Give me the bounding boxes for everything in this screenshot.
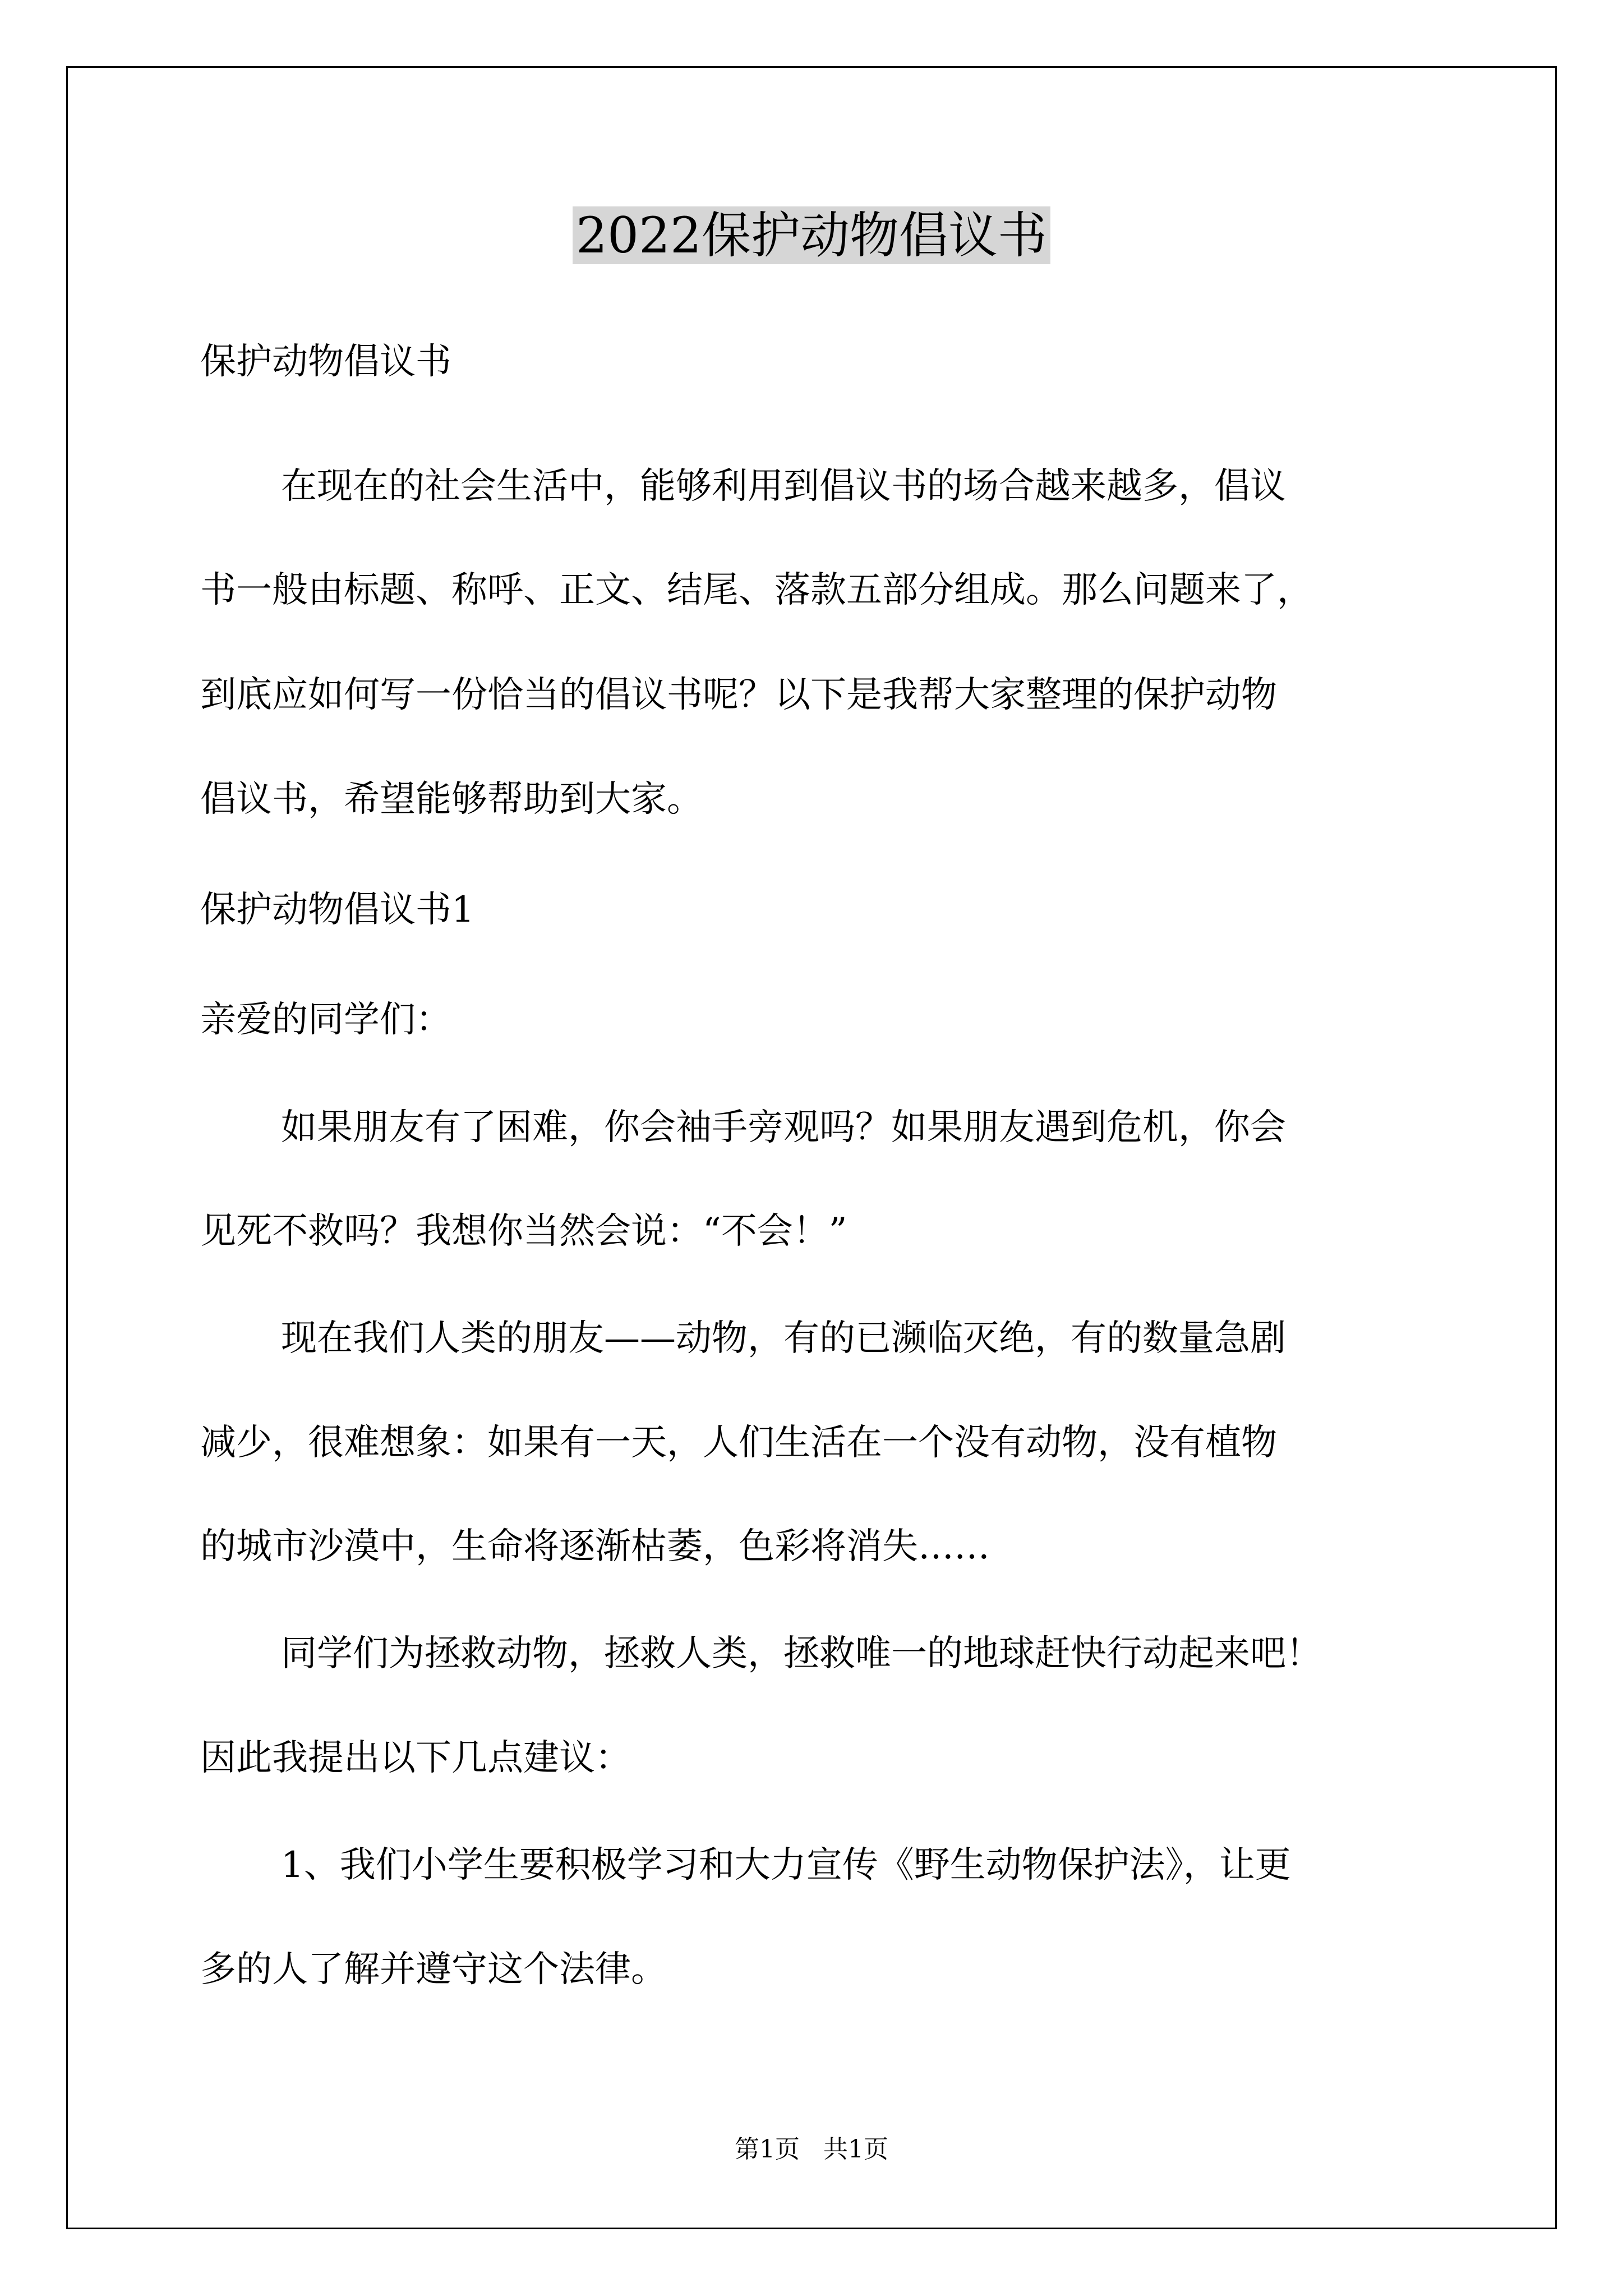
paragraph-line: 倡议书，希望能够帮助到大家。 <box>200 779 703 820</box>
document-title <box>0 199 1623 272</box>
paragraph-line: 在现在的社会生活中，能够利用到倡议书的场合越来越多，倡议 <box>281 466 1286 507</box>
paragraph-line: 因此我提出以下几点建议： <box>200 1737 631 1779</box>
paragraph-line: 如果朋友有了困难，你会袖手旁观吗？如果朋友遇到危机，你会 <box>281 1107 1286 1148</box>
paragraph-line: 多的人了解并遵守这个法律。 <box>200 1949 667 1990</box>
salutation: 亲爱的同学们： <box>200 999 451 1041</box>
paragraph-line: 同学们为拯救动物，拯救人类，拯救唯一的地球赶快行动起来吧！ <box>281 1633 1322 1674</box>
paragraph-line: 书一般由标题、称呼、正文、结尾、落款五部分组成。那么问题来了， <box>200 569 1313 611</box>
paragraph-line: 现在我们人类的朋友——动物，有的已濒临灭绝，有的数量急剧 <box>281 1318 1286 1359</box>
paragraph-line: 1、我们小学生要积极学习和大力宣传《野生动物保护法》，让更 <box>281 1844 1291 1886</box>
paragraph-line: 到底应如何写一份恰当的倡议书呢？以下是我帮大家整理的保护动物 <box>200 674 1277 716</box>
section-heading: 保护动物倡议书1 <box>200 889 474 931</box>
page-footer: 第1页 共1页 <box>735 2135 888 2164</box>
paragraph-line: 的城市沙漠中，生命将逐渐枯萎，色彩将消失…… <box>200 1526 990 1567</box>
paragraph-line: 减少，很难想象：如果有一天，人们生活在一个没有动物，没有植物 <box>200 1422 1277 1464</box>
document-title-text: 2022保护动物倡议书 <box>573 206 1050 264</box>
section-heading: 保护动物倡议书 <box>200 341 451 383</box>
paragraph-line: 见死不救吗？我想你当然会说：“不会！” <box>200 1211 847 1252</box>
